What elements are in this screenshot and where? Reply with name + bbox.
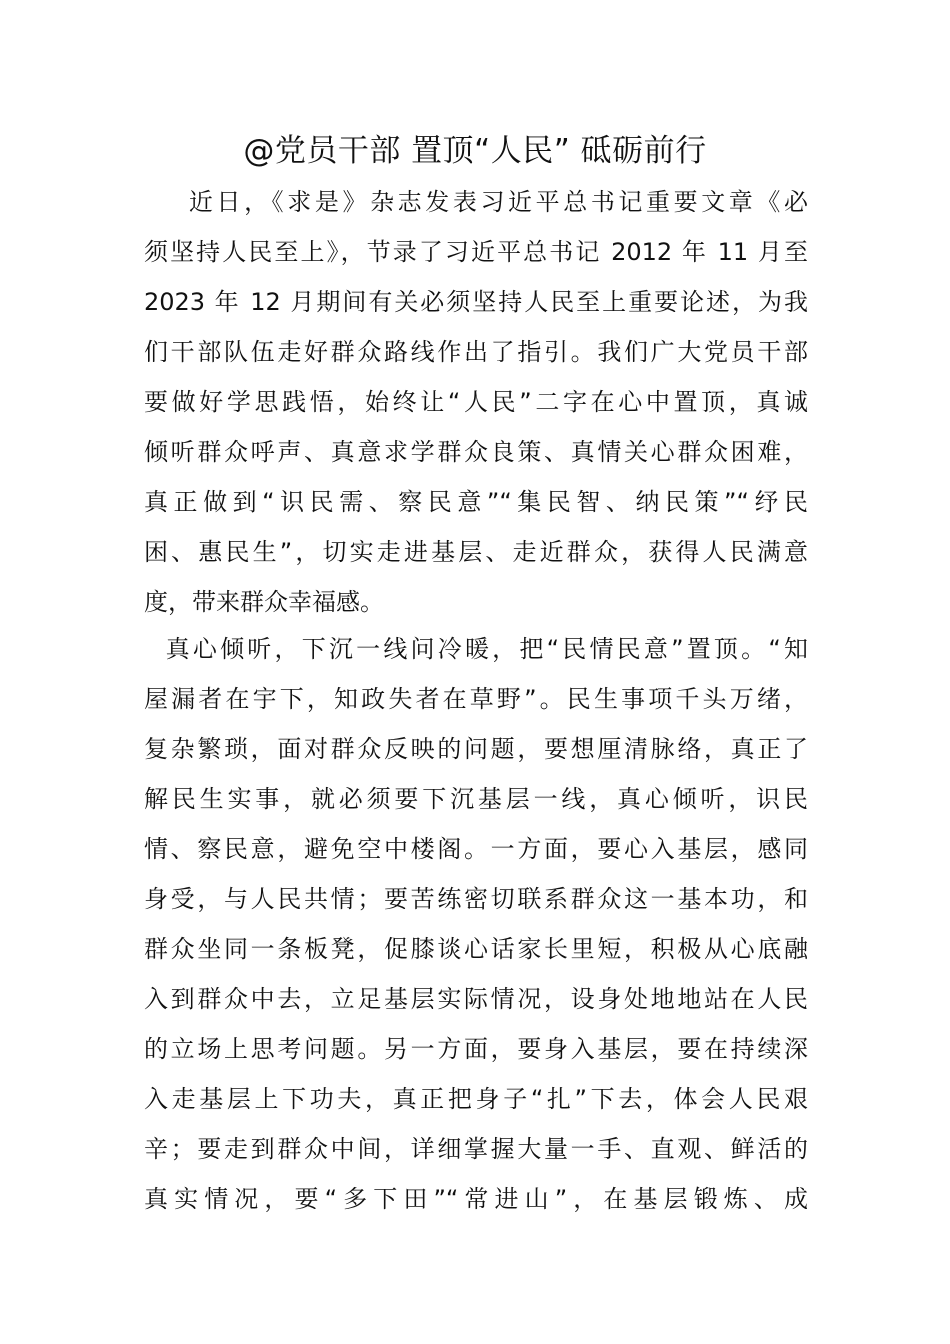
document-title: @党员干部 置顶“人民” 砥砺前行 [243, 133, 707, 169]
paragraph-listening [144, 624, 808, 1224]
paragraph-line: 群众坐同一条板凳，促膝谈心话家长里短，积极从心底融 [144, 935, 808, 963]
paragraph-line: 解民生实事，就必须要下沉基层一线，真心倾听，识民 [144, 785, 808, 813]
paragraph-line: 身受，与人民共情；要苦练密切联系群众这一基本功，和 [144, 885, 808, 913]
paragraph-line: 入走基层上下功夫，真正把身子“扎”下去，体会人民艰 [144, 1085, 808, 1113]
paragraph-line: 复杂繁琐，面对群众反映的问题，要想厘清脉络，真正了 [144, 735, 808, 763]
paragraph-line: 2023 年 12 月期间有关必须坚持人民至上重要论述，为我 [144, 288, 808, 316]
paragraph-line: 屋漏者在宇下，知政失者在草野”。民生事项千头万绪， [144, 685, 808, 713]
paragraph-line: 们干部队伍走好群众路线作出了指引。我们广大党员干部 [144, 338, 808, 366]
paragraph-line: 真正做到“识民需、察民意”“集民智、纳民策”“纾民 [144, 488, 808, 516]
paragraph-line: 困、惠民生”，切实走进基层、走近群众，获得人民满意 [144, 538, 808, 566]
paragraph-line: 入到群众中去，立足基层实际情况，设身处地地站在人民 [144, 985, 808, 1013]
paragraph-intro [144, 177, 808, 627]
paragraph-line: 辛；要走到群众中间，详细掌握大量一手、直观、鲜活的 [144, 1135, 808, 1163]
paragraph-line: 度，带来群众幸福感。 [144, 588, 384, 616]
paragraph-line: 真实情况，要“多下田”“常进山”，在基层锻炼、成 [144, 1185, 808, 1213]
paragraph-line: 倾听群众呼声、真意求学群众良策、真情关心群众困难， [144, 438, 808, 466]
paragraph-line: 真心倾听，下沉一线问冷暖，把“民情民意”置顶。“知 [144, 635, 808, 663]
paragraph-line: 情、察民意，避免空中楼阁。一方面，要心入基层，感同 [144, 835, 808, 863]
paragraph-line: 须坚持人民至上》，节录了习近平总书记 2012 年 11 月至 [144, 238, 808, 266]
paragraph-line: 近日，《求是》杂志发表习近平总书记重要文章《必 [144, 188, 808, 216]
paragraph-line: 的立场上思考问题。另一方面，要身入基层，要在持续深 [144, 1035, 808, 1063]
paragraph-line: 要做好学思践悟，始终让“人民”二字在心中置顶，真诚 [144, 388, 808, 416]
